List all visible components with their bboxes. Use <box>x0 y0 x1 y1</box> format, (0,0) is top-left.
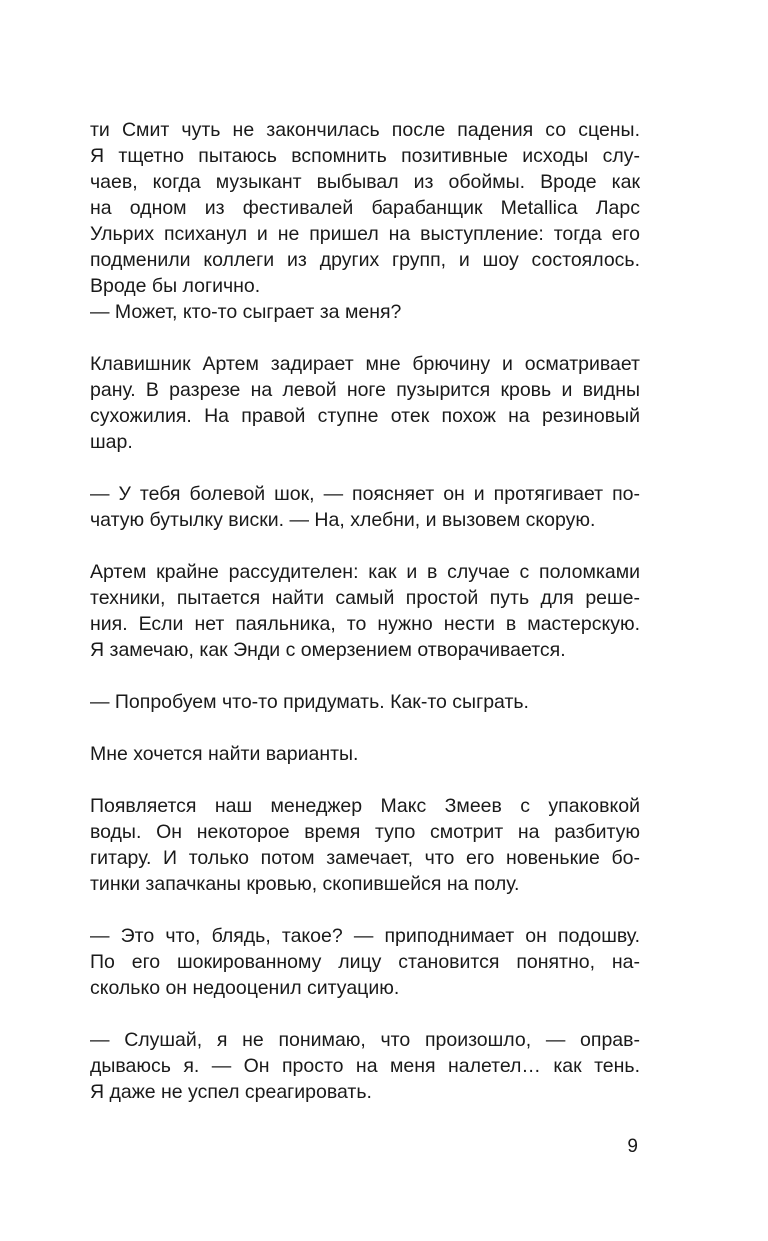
text-line: дываюсь я. — Он просто на меня налетел… как тень. <box>90 1055 640 1077</box>
paragraph <box>90 741 640 767</box>
paragraph <box>90 559 640 663</box>
paragraph-gap <box>90 715 640 741</box>
text-line: рану. В разрезе на левой ноге пузырится кровь и видны <box>90 379 640 401</box>
paragraph-gap <box>90 897 640 923</box>
paragraph-gap <box>90 1001 640 1027</box>
text-line: — Слушай, я не понимаю, что произошло, — оправ- <box>90 1029 640 1051</box>
text-line: гитару. И только потом замечает, что его новенькие бо- <box>90 847 640 869</box>
text-line: Артем крайне рассудителен: как и в случае с поломками <box>90 561 640 583</box>
text-line: — Может, кто-то сыграет за меня? <box>90 301 402 323</box>
text-line: сухожилия. На правой ступне отек похож на резиновый <box>90 405 640 427</box>
text-line: тинки запачканы кровью, скопившейся на полу. <box>90 873 520 895</box>
text-line: Ульрих психанул и не пришел на выступление: тогда его <box>90 223 640 245</box>
paragraph-gap <box>90 455 640 481</box>
text-line: техники, пытается найти самый простой путь для реше- <box>90 587 640 609</box>
dialogue-line <box>90 923 640 1001</box>
text-line: ти Смит чуть не закончилась после падения со сцены. <box>90 119 640 141</box>
text-line: — Попробуем что-то придумать. Как-то сыграть. <box>90 691 529 713</box>
text-line: По его шокированному лицу становится понятно, на- <box>90 951 640 973</box>
text-line: — Это что, блядь, такое? — приподнимает он подошву. <box>90 925 640 947</box>
page-number: 9 <box>627 1136 638 1157</box>
text-line: Появляется наш менеджер Макс Змеев с упаковкой <box>90 795 640 817</box>
text-line: подменили коллеги из других групп, и шоу состоялось. <box>90 249 640 271</box>
dialogue-line <box>90 299 640 325</box>
text-line: воды. Он некоторое время тупо смотрит на разбитую <box>90 821 640 843</box>
text-line: сколько он недооценил ситуацию. <box>90 977 400 999</box>
text-line: Вроде бы логично. <box>90 275 261 297</box>
text-line: Клавишник Артем задирает мне брючину и осматривает <box>90 353 640 375</box>
page-text <box>90 117 640 1105</box>
paragraph-gap <box>90 663 640 689</box>
text-line: ния. Если нет паяльника, то нужно нести в мастерскую. <box>90 613 640 635</box>
paragraph <box>90 793 640 897</box>
dialogue-line <box>90 481 640 533</box>
text-line: чаев, когда музыкант выбывал из обоймы. Вроде как <box>90 171 640 193</box>
paragraph <box>90 351 640 455</box>
text-line: — У тебя болевой шок, — поясняет он и протягивает по- <box>90 483 640 505</box>
text-line: Я тщетно пытаюсь вспомнить позитивные исходы слу- <box>90 145 640 167</box>
text-line: чатую бутылку виски. — На, хлебни, и вызовем скорую. <box>90 509 596 531</box>
paragraph-gap <box>90 325 640 351</box>
text-line: шар. <box>90 431 133 453</box>
paragraph-gap <box>90 767 640 793</box>
paragraph-gap <box>90 533 640 559</box>
text-line: на одном из фестивалей барабанщик Metallica Ларс <box>90 197 640 219</box>
text-line: Мне хочется найти варианты. <box>90 743 359 765</box>
text-line: Я даже не успел среагировать. <box>90 1081 372 1103</box>
paragraph <box>90 117 640 299</box>
dialogue-line <box>90 1027 640 1105</box>
text-line: Я замечаю, как Энди с омерзением отворачивается. <box>90 639 566 661</box>
dialogue-line <box>90 689 640 715</box>
